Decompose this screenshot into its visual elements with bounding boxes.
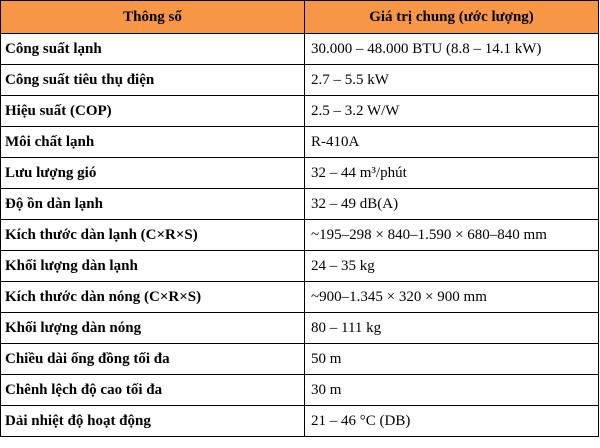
value-cell: 32 – 44 m³/phút [305,158,599,189]
param-cell: Môi chất lạnh [1,127,305,158]
table-row [1,65,599,96]
table-row [1,375,599,406]
header-param: Thông số [1,1,305,34]
table-row [1,158,599,189]
param-cell: Khối lượng dàn nóng [1,313,305,344]
value-cell: 24 – 35 kg [305,251,599,282]
param-cell: Chênh lệch độ cao tối đa [1,375,305,406]
param-cell: Độ ồn dàn lạnh [1,189,305,220]
value-cell: 30 m [305,375,599,406]
table-row [1,313,599,344]
table-row [1,34,599,65]
value-cell: 80 – 111 kg [305,313,599,344]
table-row [1,127,599,158]
table-row [1,282,599,313]
param-cell: Lưu lượng gió [1,158,305,189]
value-cell: R-410A [305,127,599,158]
table-body [1,34,599,437]
value-cell: 2.5 – 3.2 W/W [305,96,599,127]
param-cell: Chiều dài ống đồng tối đa [1,344,305,375]
value-cell: ~195–298 × 840–1.590 × 680–840 mm [305,220,599,251]
header-value: Giá trị chung (ước lượng) [305,1,599,34]
value-cell: ~900–1.345 × 320 × 900 mm [305,282,599,313]
table-row [1,344,599,375]
table-row [1,406,599,437]
value-cell: 30.000 – 48.000 BTU (8.8 – 14.1 kW) [305,34,599,65]
value-cell: 21 – 46 °C (DB) [305,406,599,437]
table-header [1,1,599,34]
param-cell: Khối lượng dàn lạnh [1,251,305,282]
table-row [1,96,599,127]
param-cell: Kích thước dàn lạnh (C×R×S) [1,220,305,251]
value-cell: 32 – 49 dB(A) [305,189,599,220]
value-cell: 50 m [305,344,599,375]
value-cell: 2.7 – 5.5 kW [305,65,599,96]
param-cell: Dải nhiệt độ hoạt động [1,406,305,437]
table-row [1,251,599,282]
table-row [1,220,599,251]
param-cell: Kích thước dàn nóng (C×R×S) [1,282,305,313]
table-row [1,189,599,220]
param-cell: Công suất lạnh [1,34,305,65]
param-cell: Hiệu suất (COP) [1,96,305,127]
param-cell: Công suất tiêu thụ điện [1,65,305,96]
header-row [1,1,599,34]
